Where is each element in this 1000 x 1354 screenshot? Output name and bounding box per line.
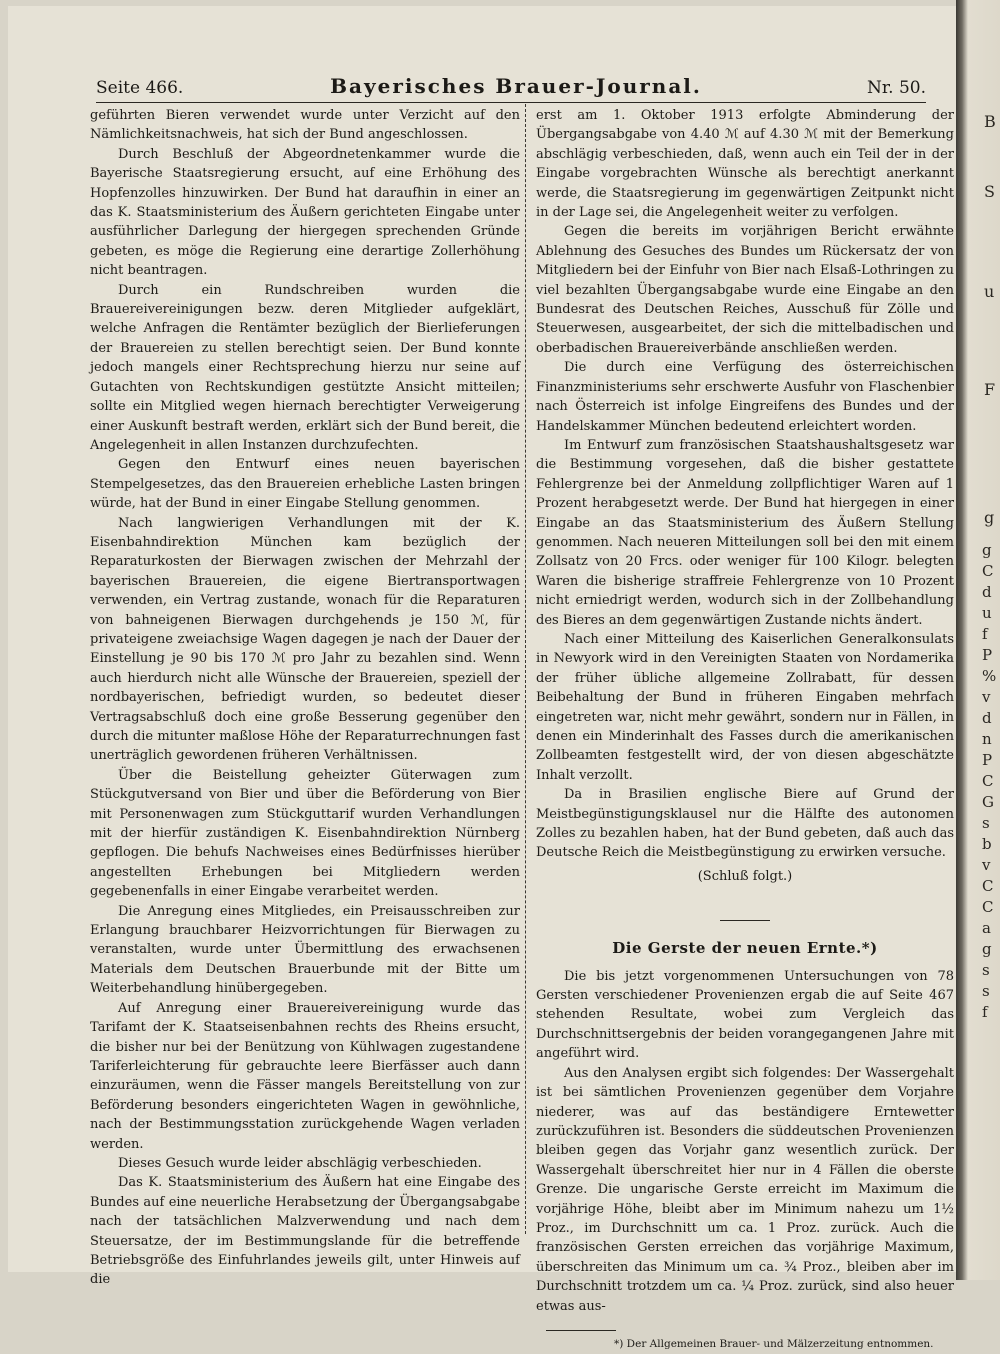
- edge-letter: C: [982, 772, 994, 790]
- paragraph: Durch ein Rundschreiben wurden die Brauereivereinigungen bezw. deren Mitglieder aufgeklärt, welche Anfragen die Rentämter bezüglich der Bierlieferungen der Brauereien zu stellen berechtigt seien. Der Bund konnte jedoch mangels einer Rechtsprechung hierzu nur seine auf Gutachten von Rechtskundigen gestützte Ansicht mitteilen; sollte ein Mitglied wegen hiernach berechtigter Verweigerung einer Auskunft bestraft werden, erklärt sich der Bund bereit, die Angelegenheit in allen Instanzen durchzufechten.: [90, 282, 520, 453]
- paragraph: Nach langwierigen Verhandlungen mit der K. Eisenbahndirektion München kam bezüglich der Reparaturkosten der Bierwagen zwischen der Mehrzahl der bayerischen Brauereien, die eigene Biertransportwagen verwenden, ein Vertrag zustande, wonach für die Reparaturen von bahneigenen Bierwagen durchgehends je 150 ℳ, für privateigene zweiachsige Wagen dagegen je nach der Dauer der Einstellung je 90 bis 170 ℳ pro Jahr zu bezahlen sind. Wenn auch hierdurch nicht alle Wünsche der Brauereien, speziell der nordbayerischen, befriedigt wurden, so bedeutet dieser Vertragsabschluß doch eine große Besserung gegenüber den durch die mitunter maßlose Höhe der Reparaturrechnungen fast unerträglich gewordenen früheren Verhältnissen.: [90, 515, 520, 764]
- paragraph: Im Entwurf zum französischen Staatshaushaltsgesetz war die Bestimmung vorgesehen, daß die bisher gestattete Fehlergrenze bei der Anmeldung zollpflichtiger Waren auf 1 Prozent herabgesetzt werde. Der Bund hat hiergegen in einer Eingabe an das Staatsministerium des Äußern Stellung genommen. Nach neueren Mitteilungen soll bei den mit einem Zollsatz von 20 Frcs. oder weniger für 100 Kilogr. belegten Waren die bisherige straffreie Fehlergrenze von 10 Prozent nicht erniedrigt werden, wodurch sich in der Zollbehandlung des Bieres an dem gegenwärtigen Zustande nichts ändert.: [536, 437, 954, 628]
- paragraph: Über die Beistellung geheizter Güterwagen zum Stückgutversand von Bier und über die Beförderung von Bier mit Personenwagen zum Stückguttarif wurden Verhandlungen mit der hierfür zuständigen K. Eisenbahndirektion Nürnberg gepflogen. Die behufs Nachweises eines Bedürfnisses hierüber angestellten Erhebungen bei Mitgliedern werden gegebenenfalls in einer Eingabe verarbeitet werden.: [90, 767, 520, 900]
- article-heading: [536, 920, 954, 958]
- edge-fragment: B: [984, 112, 996, 131]
- edge-fragment: F: [984, 380, 996, 399]
- paragraph: Dieses Gesuch wurde leider abschlägig verbeschieden.: [118, 1155, 482, 1171]
- paragraph: Das K. Staatsministerium des Äußern hat eine Eingabe des Bundes auf eine neuerliche Herabsetzung der Übergangsabgabe nach der tatsächlichen Malzverwendung und nach dem Steuersatze, der im Bestimmungslande für die betreffende Betriebsgröße des Einfuhrlandes jeweils gilt, unter Hinweis auf die: [90, 1175, 520, 1288]
- paragraph: Gegen den Entwurf eines neuen bayerischen Stempelgesetzes, das den Brauereien erhebliche Lasten bringen würde, hat der Bund in einer Eingabe Stellung genommen.: [90, 457, 520, 512]
- edge-letter: v: [982, 688, 991, 706]
- page-header: [96, 74, 926, 104]
- paragraph: Durch Beschluß der Abgeordnetenkammer wurde die Bayerische Staatsregierung ersucht, auf eine Erhöhung des Hopfenzolles hinzuwirken. Der Bund hat daraufhin in einer an das K. Staatsministerium des Äußern gerichteten Eingabe unter ausführlicher Darlegung der hiergegen sprechenden Gründe gebeten, es möge die Regierung eine derartige Zollerhöhung nicht beantragen.: [90, 146, 520, 279]
- article-title: Die Gerste der neuen Ernte.*): [612, 939, 878, 958]
- article-paragraph: Aus den Analysen ergibt sich folgendes: Der Wassergehalt ist bei sämtlichen Provenienzen gegenüber dem Vorjahre niederer, was auf das beständigere Erntewetter zurückzuführen ist. Besonders die süddeutschen Provenienzen bleiben gegen das Vorjahr ganz wesentlich zurück. Der Wassergehalt überschreitet hier nur in 4 Fällen die oberste Grenze. Die ungarische Gerste erreicht im Maximum die vorjährige Höhe, bleibt aber im Minimum nahezu um 1½ Proz., im Durchschnitt um ca. 1 Proz. zurück. Auch die französischen Gersten erreichen das vorjährige Maximum, überschreiten das Minimum um ca. ¾ Proz., bleiben aber im Durchschnitt trotzdem um ca. ¼ Proz. zurück, sind also heuer etwas aus-: [536, 1065, 954, 1314]
- issue-number: Nr. 50.: [867, 78, 926, 98]
- edge-letter: n: [982, 730, 992, 748]
- edge-letter: d: [982, 583, 992, 601]
- edge-letter: f: [982, 1003, 988, 1021]
- column-divider: [525, 104, 526, 1234]
- edge-letter: g: [982, 541, 992, 559]
- paragraph: Gegen die bereits im vorjährigen Bericht erwähnte Ablehnung des Gesuches des Bundes um Rückersatz der von Mitgliedern bei der Einfuhr von Bier nach Elsaß-Lothringen zu viel bezahlten Übergangsabgabe wurde eine Eingabe an den Bundesrat des Deutschen Reiches, Ausschuß für Zölle und Steuerwesen, ausgearbeitet, der sich die mittelbadischen und oberbadischen Brauereiverbände anschließen werden.: [536, 224, 954, 356]
- edge-column-fragments: [982, 540, 1000, 1023]
- journal-title: Bayerisches Brauer-Journal.: [330, 74, 702, 98]
- edge-letter: s: [982, 814, 990, 832]
- edge-letter: G: [982, 793, 994, 811]
- paragraph: erst am 1. Oktober 1913 erfolgte Abminderung der Übergangsabgabe von 4.40 ℳ auf 4.30 ℳ mit der Bemerkung abschlägig verbeschieden, daß, wenn auch ein Teil der in der Eingabe vorgebrachten Wünsche als berechtigt anerkannt werde, die Staatsregierung im gegenwärtigen Zeitpunkt nicht in der Lage sei, die Angelegenheit weiter zu verfolgen.: [536, 108, 954, 221]
- edge-letter: %: [982, 667, 997, 685]
- edge-letter: d: [982, 709, 992, 727]
- edge-letter: C: [982, 562, 994, 580]
- edge-letter: u: [982, 604, 992, 622]
- edge-letter: C: [982, 877, 994, 895]
- edge-fragment: g: [984, 508, 995, 527]
- edge-fragment: u: [984, 282, 995, 301]
- edge-fragment: S: [984, 182, 995, 201]
- edge-letter: C: [982, 898, 994, 916]
- right-column: [536, 106, 954, 1354]
- edge-letter: g: [982, 940, 992, 958]
- edge-letter: v: [982, 856, 991, 874]
- section-rule: [720, 920, 770, 921]
- paragraph: Da in Brasilien englische Biere auf Grund der Meistbegünstigungsklausel nur die Hälfte des autonomen Zolles zu bezahlen haben, hat der Bund gebeten, daß auch das Deutsche Reich die Meistbegünstigung zu erwirken versuche.: [536, 787, 954, 861]
- page-number: Seite 466.: [96, 78, 184, 98]
- edge-letter: s: [982, 982, 990, 1000]
- paragraph: Die Anregung eines Mitgliedes, ein Preisausschreiben zur Erlangung brauchbarer Heizvorrichtungen für Bierwagen zu veranstalten, wurde unter Übermittlung des erwachsenen Materials dem Deutschen Brauerbunde mit der Bitte um Weiterbehandlung hinübergegeben.: [90, 903, 520, 997]
- paragraph: geführten Bieren verwendet wurde unter Verzicht auf den Nämlichkeitsnachweis, hat sich der Bund angeschlossen.: [90, 108, 520, 143]
- adjacent-page-edge: [956, 0, 1000, 1280]
- edge-letter: f: [982, 625, 988, 643]
- paragraph: Nach einer Mitteilung des Kaiserlichen Generalkonsulats in Newyork wird in den Vereinigten Staaten von Nordamerika der früher übliche allgemeine Zollrabatt, für dessen Beibehaltung der Bund in früheren Eingaben mehrfach eingetreten war, nicht mehr gewährt, sondern nur in Fällen, in denen ein Minderinhalt des Fasses durch die amerikanischen Zollbeamten festgestellt wird, der von diesen abgeschätzte Inhalt verzollt.: [536, 631, 954, 783]
- header-rule: [96, 102, 926, 103]
- edge-letter: a: [982, 919, 991, 937]
- edge-letter: P: [982, 751, 993, 769]
- edge-letter: s: [982, 961, 990, 979]
- paragraph: Die durch eine Verfügung des österreichischen Finanzministeriums sehr erschwerte Ausfuhr von Flaschenbier nach Österreich ist infolge Eingreifens des Bundes und der Handelskammer München bedeutend erleichtert worden.: [536, 360, 954, 434]
- newspaper-page: [8, 6, 956, 1350]
- article-paragraph: Die bis jetzt vorgenommenen Untersuchungen von 78 Gersten verschiedener Provenienzen ergab die auf Seite 467 stehenden Resultate, wobei zum Vergleich das Durchschnittsergebnis der beiden vorangegangenen Jahre mit angeführt wird.: [536, 968, 954, 1062]
- edge-letter: b: [982, 835, 992, 853]
- footnote: *) Der Allgemeinen Brauer- und Mälzerzeitung entnommen.: [614, 1337, 934, 1350]
- edge-letter: P: [982, 646, 993, 664]
- left-column: [90, 106, 520, 1290]
- paragraph: Auf Anregung einer Brauereivereinigung wurde das Tarifamt der K. Staatseisenbahnen rechts des Rheins ersucht, die bisher nur bei der Benützung von Kühlwagen zugestandene Tariferleichterung für gebrauchte leere Bierfässer auch dann einzuräumen, wenn die Fässer mangels Bereitstellung von zur Beförderung besonders eingerichteten Wagen in gewöhnliche, nach der Bestimmungsstation zurückgehende Wagen verladen werden.: [90, 1000, 520, 1152]
- footnote-rule: [546, 1330, 616, 1331]
- continuation-note: (Schluß folgt.): [697, 868, 793, 884]
